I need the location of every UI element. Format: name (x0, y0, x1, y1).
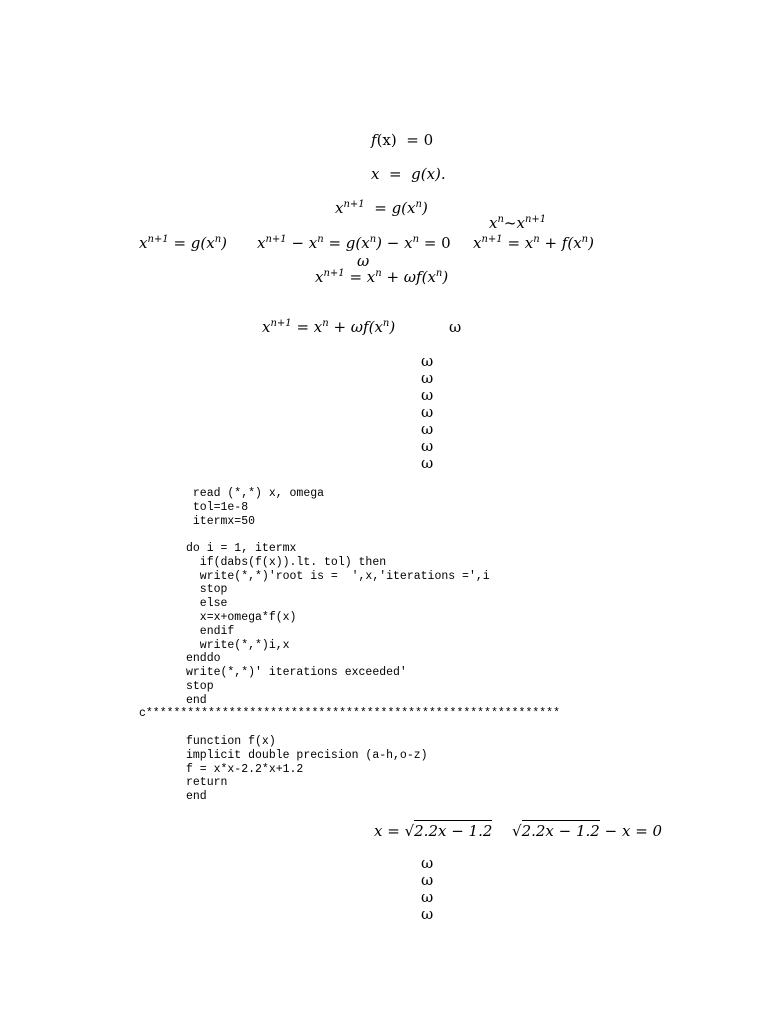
equation-row4-middle (257, 234, 451, 252)
code-separator: c************************************************************ (139, 707, 560, 720)
row4-mid-eq-sup: n (369, 234, 377, 245)
omega-item: ω (421, 454, 434, 472)
eq5-tail-sup: n (435, 268, 443, 279)
approx-b-sup: n+1 (524, 214, 547, 225)
approx-tilde: ~ (503, 214, 517, 232)
row4-mid-a-sup: n+1 (265, 234, 287, 245)
row4-mid-tail: ) − x (376, 234, 413, 252)
sqrt-sign: √ (512, 822, 522, 840)
omega-item: ω (421, 437, 434, 455)
eq1-eq: = 0 (406, 131, 434, 149)
eq1-f: f (371, 131, 377, 149)
sqrt-eq2-tail: − x = 0 (604, 822, 663, 840)
row4-right-tail-sup: n (581, 234, 589, 245)
omega-item: ω (421, 854, 434, 872)
sqrt-sign: √ (404, 822, 415, 840)
eq5-tail: + ωf(x (386, 268, 436, 286)
equation-x-equals-gx (371, 165, 446, 183)
eq6-tail-sup: n (382, 318, 390, 329)
eq5-eq: = x (349, 268, 376, 286)
eq6-eq: = x (296, 318, 323, 336)
approx-a-sup: n (497, 214, 504, 225)
eq2-paren: (x). (420, 165, 446, 183)
row4-left-rhs-sup: n (214, 234, 222, 245)
eq5-eq-sup: n (375, 268, 382, 279)
eq3-g: g(x (391, 199, 416, 217)
approx-a: x (489, 214, 498, 232)
eq3-g-sup: n (415, 199, 422, 210)
eq5-lhs-sup: n+1 (323, 268, 345, 279)
code-input-block: read (*,*) x, omega tol=1e-8 itermx=50 (192, 487, 325, 528)
eq1-paren: (x) (376, 131, 397, 149)
eq2-g: g (411, 165, 421, 183)
eq3-eq: = (374, 199, 387, 217)
omega-list-2 (421, 855, 433, 923)
equation-sqrt-residual (512, 820, 662, 840)
eq5-lhs: x (315, 268, 324, 286)
row4-left-lhs: x (139, 234, 148, 252)
eq6-eq-sup: n (322, 318, 329, 329)
code-loop-block: do i = 1, itermx if(dabs(f(x)).lt. tol) then write(*,*)'root is = ',x,'iterations =',i stop else x=x+omega*f(x) endif write(*,*)i,x enddo write(*,*)' iterations exceeded' stop end (186, 542, 490, 707)
equation-fixed-point-iteration (335, 199, 428, 217)
eq3-close: ) (421, 199, 428, 217)
omega-item: ω (421, 352, 434, 370)
equation-fx-equals-zero (371, 131, 433, 149)
eq6-lhs-sup: n+1 (270, 318, 292, 329)
omega-item: ω (421, 403, 434, 421)
eq6-close: ) (389, 318, 396, 336)
sqrt-eq-lhs: x = (374, 822, 400, 840)
row4-mid-zero: = 0 (423, 234, 451, 252)
eq5-close: ) (442, 268, 449, 286)
equation-sqrt-form (374, 820, 492, 840)
eq3-lhs: x (335, 199, 344, 217)
code-function-block: function f(x) implicit double precision (a-h,o-z) f = x*x-2.2*x+1.2 return end (186, 735, 428, 804)
equation-row4-right (473, 234, 594, 252)
row4-mid-tail-sup: n (412, 234, 420, 245)
row4-right-lhs: x (473, 234, 482, 252)
equation-relaxed-iteration (315, 268, 448, 286)
omega-list-1 (421, 353, 433, 472)
row4-right-tail: + f(x (544, 234, 582, 252)
equation-relaxed-iteration-repeat (262, 318, 395, 336)
row4-mid-eq: = g(x (328, 234, 370, 252)
sqrt-eq2-radicand: 2.2x − 1.2 (521, 822, 600, 840)
equation-row4-left (139, 234, 227, 252)
omega-item: ω (421, 386, 434, 404)
omega-item: ω (421, 871, 434, 889)
eq2-eq: = (389, 165, 402, 183)
omega-item: ω (421, 420, 434, 438)
omega-item: ω (421, 888, 434, 906)
eq3-lhs-sup: n+1 (343, 199, 365, 210)
row4-mid-a: x (257, 234, 266, 252)
sqrt-eq-radicand: 2.2x − 1.2 (414, 822, 493, 840)
row4-right-eq-sup: n (533, 234, 540, 245)
approx-b: x (516, 214, 525, 232)
row4-right-close: ) (588, 234, 594, 252)
row4-left-close: ) (221, 234, 227, 252)
eq2-x: x (371, 165, 380, 183)
row4-right-eq: = x (507, 234, 534, 252)
omega-item: ω (421, 905, 434, 923)
row4-left-rhs: = g(x (173, 234, 215, 252)
omega-symbol: ω (357, 252, 370, 270)
equation-approx (489, 214, 546, 232)
eq6-lhs: x (262, 318, 271, 336)
omega-item: ω (421, 369, 434, 387)
eq6-tail: + ωf(x (333, 318, 383, 336)
row4-mid-minus-sup: n (317, 234, 324, 245)
omega-symbol-eq6: ω (449, 318, 462, 336)
row4-right-lhs-sup: n+1 (481, 234, 503, 245)
row4-left-lhs-sup: n+1 (147, 234, 169, 245)
row4-mid-minus: − x (291, 234, 318, 252)
